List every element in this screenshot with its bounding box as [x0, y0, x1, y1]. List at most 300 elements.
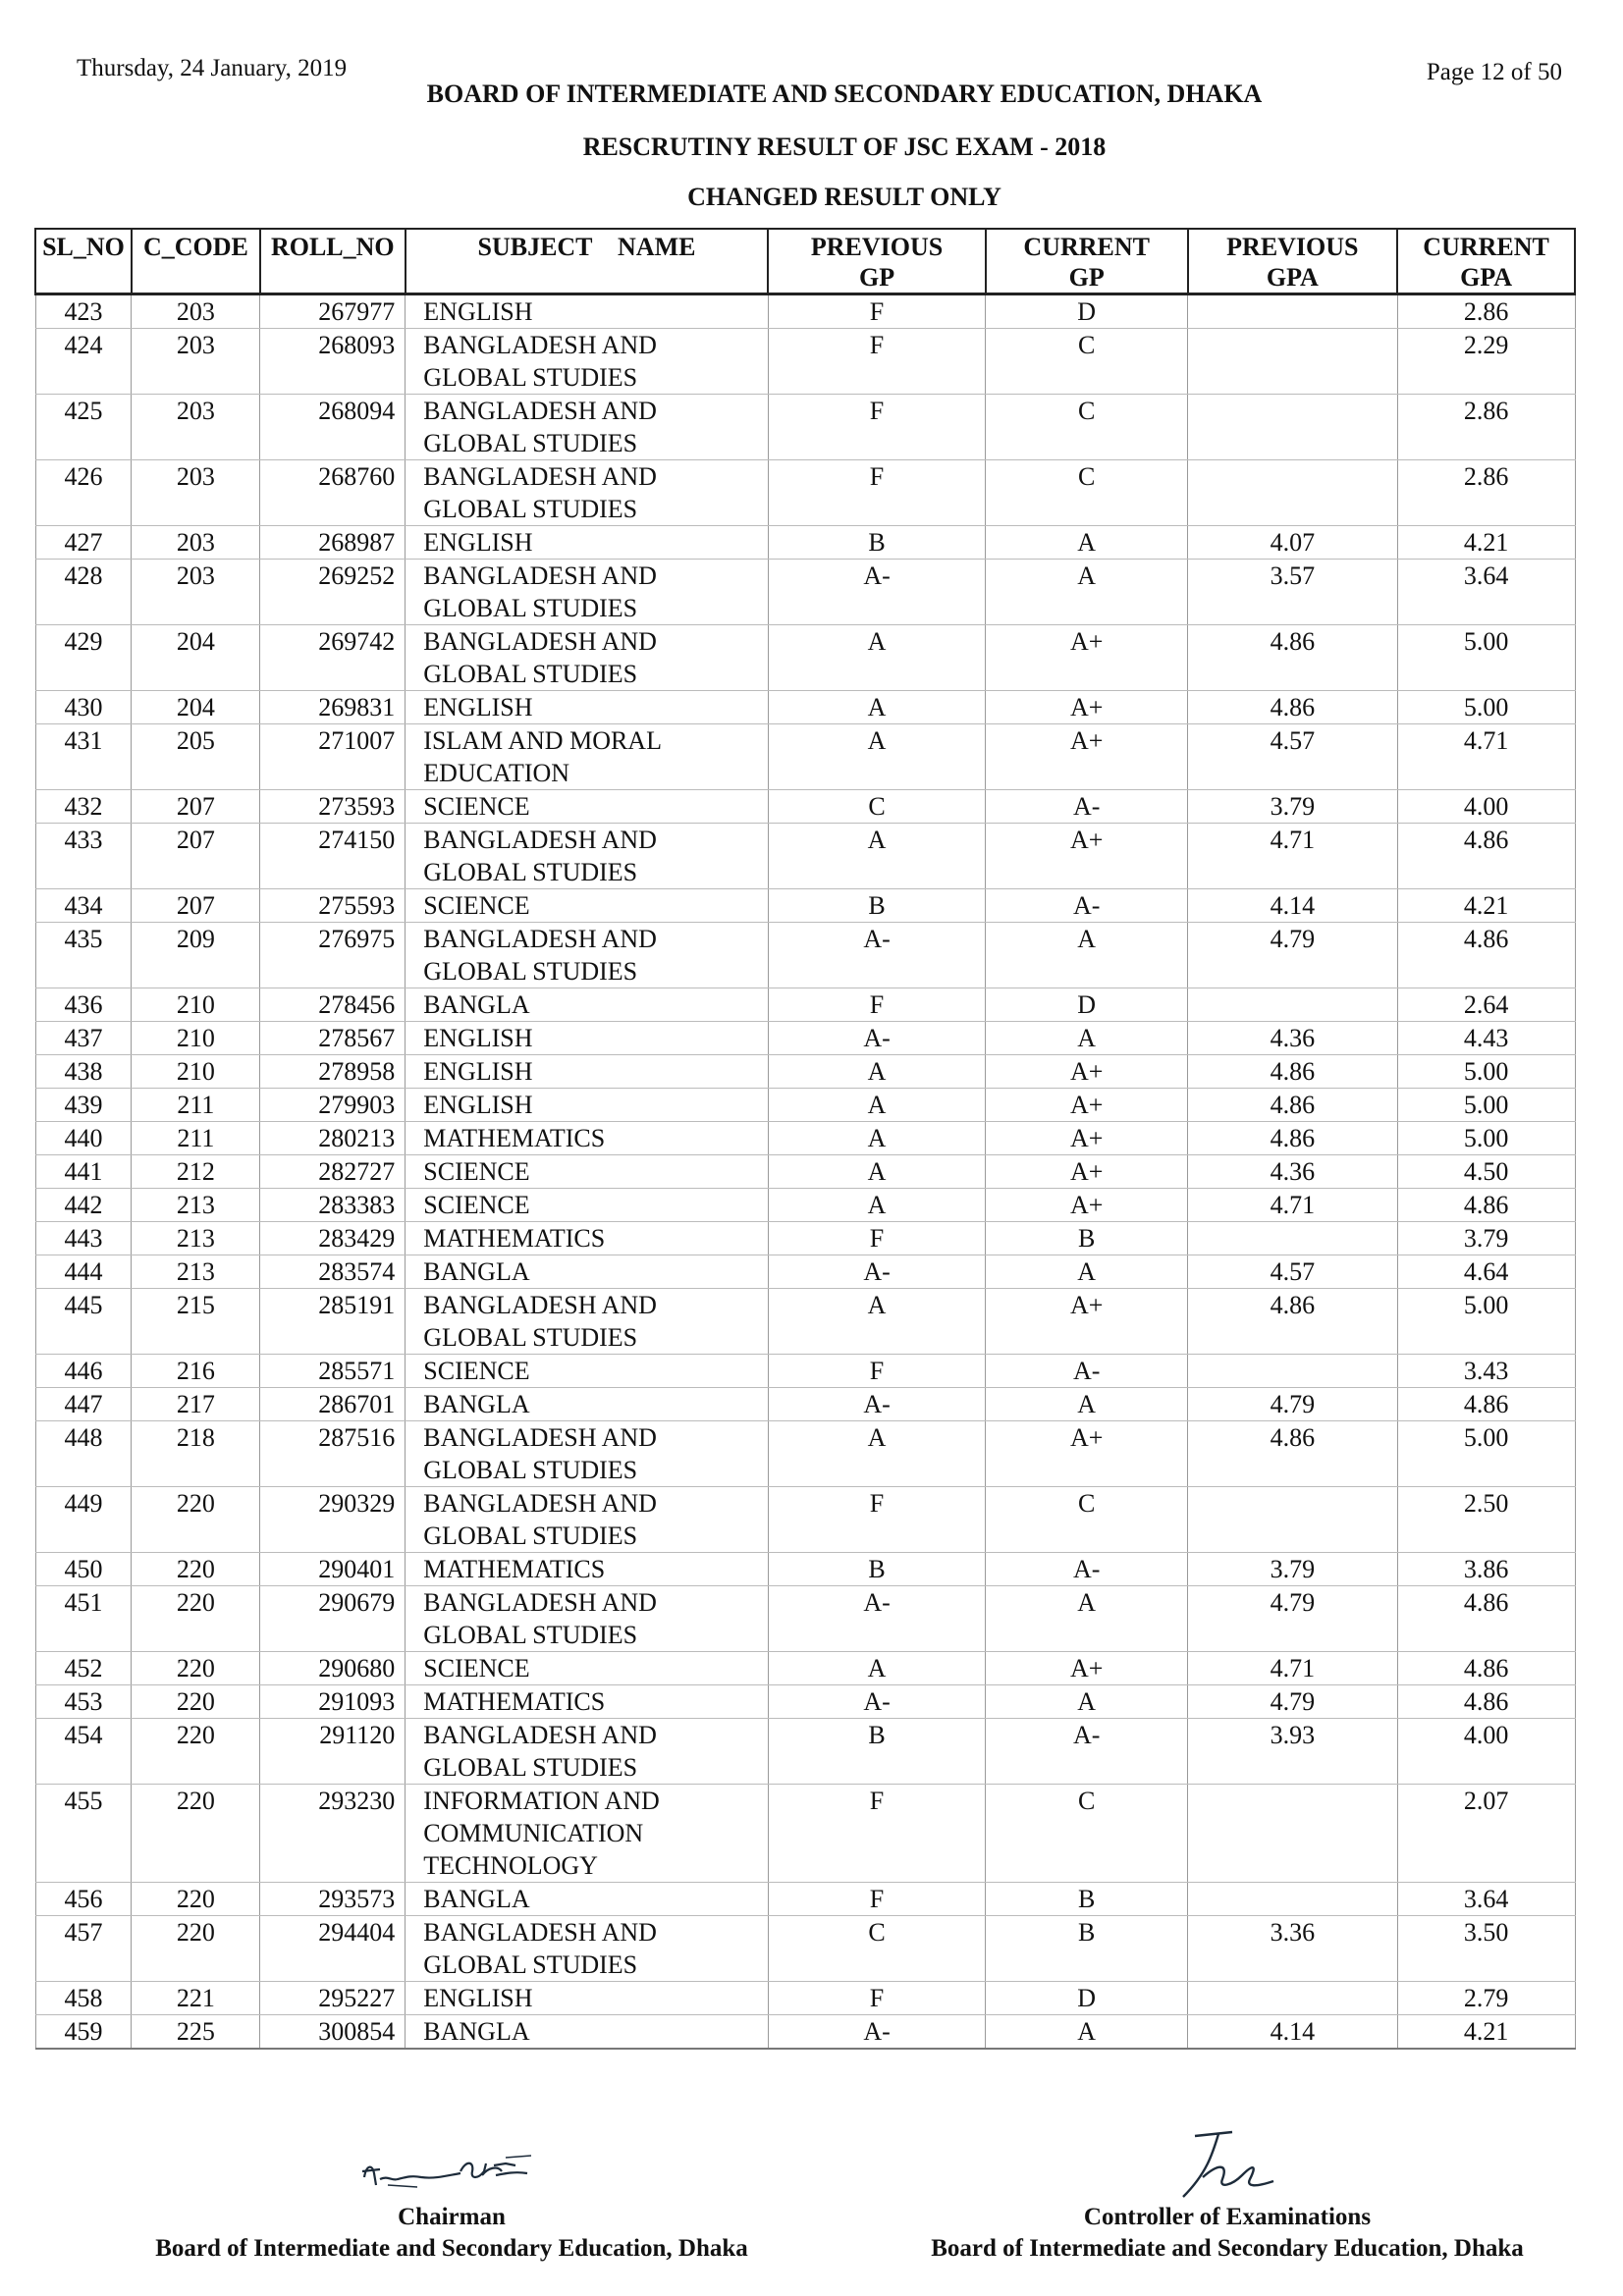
subject-cell [406, 1189, 768, 1222]
chairman-signature [358, 2146, 545, 2199]
table-row [35, 1055, 1575, 1089]
previous-gp-cell: F [768, 460, 986, 526]
subject-cell [406, 560, 768, 625]
current-gpa-cell: 4.86 [1397, 1652, 1575, 1685]
previous-gpa-cell: 4.71 [1188, 1189, 1398, 1222]
board-title: BOARD OF INTERMEDIATE AND SECONDARY EDUCATION, DHAKA [426, 80, 1263, 108]
previous-gpa-cell [1188, 1487, 1398, 1553]
subject-cell [406, 1222, 768, 1255]
subject-line: SCIENCE [423, 1357, 530, 1385]
subject-line: EDUCATION [423, 759, 570, 787]
previous-gpa-cell: 3.57 [1188, 560, 1398, 625]
previous-gp-cell: F [768, 329, 986, 395]
sl-no-cell: 455 [35, 1785, 132, 1883]
subject-cell [406, 1022, 768, 1055]
sl-no-cell: 435 [35, 923, 132, 988]
table-row [35, 294, 1575, 329]
table-row [35, 1089, 1575, 1122]
c-code-cell: 220 [132, 1719, 260, 1785]
subject-line: BANGLADESH AND [423, 1721, 657, 1749]
roll-no-cell: 268093 [260, 329, 406, 395]
current-gpa-cell: 4.00 [1397, 1719, 1575, 1785]
subject-line: GLOBAL STUDIES [423, 1323, 638, 1352]
roll-no-cell: 283574 [260, 1255, 406, 1289]
current-gp-cell: A+ [986, 1421, 1188, 1487]
subject-line: SCIENCE [423, 1191, 530, 1219]
previous-gpa-cell [1188, 1355, 1398, 1388]
controller-signature [1173, 2128, 1291, 2203]
table-body [35, 294, 1575, 2050]
previous-gp-cell: A [768, 1055, 986, 1089]
current-gpa-cell: 2.64 [1397, 988, 1575, 1022]
c-code-cell: 220 [132, 1553, 260, 1586]
current-gpa-cell: 2.79 [1397, 1982, 1575, 2015]
subject-cell [406, 1883, 768, 1916]
c-code-cell: 217 [132, 1388, 260, 1421]
sl-no-cell: 430 [35, 691, 132, 724]
previous-gp-cell: B [768, 1719, 986, 1785]
current-gp-cell: A [986, 923, 1188, 988]
current-gpa-cell: 4.86 [1397, 1189, 1575, 1222]
c-code-cell: 225 [132, 2015, 260, 2050]
sl-no-cell: 423 [35, 294, 132, 329]
sl-no-cell: 453 [35, 1685, 132, 1719]
current-gpa-cell: 2.86 [1397, 395, 1575, 460]
current-gpa-cell: 2.86 [1397, 294, 1575, 329]
current-gp-cell: A [986, 1685, 1188, 1719]
current-gp-cell: A+ [986, 724, 1188, 790]
sl-no-cell: 427 [35, 526, 132, 560]
previous-gpa-cell [1188, 988, 1398, 1022]
sl-no-cell: 458 [35, 1982, 132, 2015]
exam-title: RESCRUTINY RESULT OF JSC EXAM - 2018 [582, 133, 1107, 161]
current-gp-cell: C [986, 1785, 1188, 1883]
subject-cell [406, 724, 768, 790]
previous-gp-cell: B [768, 526, 986, 560]
chairman-organization: Board of Intermediate and Secondary Education, Dhaka [155, 2235, 748, 2262]
previous-gp-cell: A [768, 1289, 986, 1355]
subject-cell [406, 1122, 768, 1155]
sl-no-cell: 459 [35, 2015, 132, 2050]
sl-no-cell: 446 [35, 1355, 132, 1388]
subject-line: ENGLISH [423, 1057, 533, 1086]
previous-gp-cell: A [768, 724, 986, 790]
subject-cell [406, 1487, 768, 1553]
subject-cell [406, 526, 768, 560]
previous-gpa-cell: 4.86 [1188, 1421, 1398, 1487]
sl-no-cell: 424 [35, 329, 132, 395]
current-gpa-cell: 4.86 [1397, 923, 1575, 988]
sl-no-cell: 438 [35, 1055, 132, 1089]
subject-cell [406, 824, 768, 889]
current-gp-cell: A [986, 1255, 1188, 1289]
previous-gpa-cell: 4.79 [1188, 1586, 1398, 1652]
c-code-cell: 221 [132, 1982, 260, 2015]
current-gpa-cell: 4.86 [1397, 824, 1575, 889]
c-code-cell: 210 [132, 988, 260, 1022]
roll-no-cell: 274150 [260, 824, 406, 889]
previous-gpa-cell: 3.79 [1188, 790, 1398, 824]
table-row [35, 1652, 1575, 1685]
table-row [35, 790, 1575, 824]
table-row [35, 988, 1575, 1022]
previous-gp-cell: A [768, 1089, 986, 1122]
subject-cell [406, 460, 768, 526]
roll-no-cell: 279903 [260, 1089, 406, 1122]
current-gpa-cell: 5.00 [1397, 1055, 1575, 1089]
roll-no-cell: 268760 [260, 460, 406, 526]
c-code-cell: 204 [132, 691, 260, 724]
subject-cell [406, 988, 768, 1022]
roll-no-cell: 268094 [260, 395, 406, 460]
previous-gp-cell: F [768, 1785, 986, 1883]
subject-cell [406, 294, 768, 329]
roll-no-cell: 293573 [260, 1883, 406, 1916]
subject-line: GLOBAL STUDIES [423, 594, 638, 622]
roll-no-cell: 295227 [260, 1982, 406, 2015]
roll-no-cell: 286701 [260, 1388, 406, 1421]
table-row [35, 2015, 1575, 2050]
previous-gpa-cell [1188, 1982, 1398, 2015]
col-c-code: C_CODE [132, 229, 260, 294]
previous-gpa-cell: 4.79 [1188, 1388, 1398, 1421]
c-code-cell: 207 [132, 889, 260, 923]
roll-no-cell: 278958 [260, 1055, 406, 1089]
subject-cell [406, 329, 768, 395]
previous-gpa-cell: 3.93 [1188, 1719, 1398, 1785]
previous-gp-cell: F [768, 294, 986, 329]
c-code-cell: 203 [132, 395, 260, 460]
current-gpa-cell: 4.00 [1397, 790, 1575, 824]
sl-no-cell: 432 [35, 790, 132, 824]
sl-no-cell: 447 [35, 1388, 132, 1421]
current-gp-cell: C [986, 329, 1188, 395]
subject-cell [406, 923, 768, 988]
subject-line: BANGLA [423, 1390, 530, 1418]
table-row [35, 1553, 1575, 1586]
col-sl-no: SL_NO [35, 229, 132, 294]
subject-line: BANGLADESH AND [423, 1918, 657, 1947]
c-code-cell: 212 [132, 1155, 260, 1189]
subject-line: BANGLADESH AND [423, 1291, 657, 1319]
sl-no-cell: 433 [35, 824, 132, 889]
subject-line: INFORMATION AND [423, 1787, 660, 1815]
current-gp-cell: A- [986, 1719, 1188, 1785]
previous-gp-cell: A [768, 1652, 986, 1685]
previous-gpa-cell [1188, 395, 1398, 460]
current-gpa-cell: 2.29 [1397, 329, 1575, 395]
subject-line: BANGLADESH AND [423, 462, 657, 491]
roll-no-cell: 291120 [260, 1719, 406, 1785]
previous-gpa-cell: 4.86 [1188, 625, 1398, 691]
subject-cell [406, 790, 768, 824]
current-gpa-cell: 5.00 [1397, 691, 1575, 724]
table-row [35, 1883, 1575, 1916]
table-row [35, 1289, 1575, 1355]
current-gpa-cell: 3.86 [1397, 1553, 1575, 1586]
table-row [35, 1355, 1575, 1388]
roll-no-cell: 268987 [260, 526, 406, 560]
previous-gpa-cell [1188, 1785, 1398, 1883]
current-gp-cell: D [986, 294, 1188, 329]
table-row [35, 1255, 1575, 1289]
current-gpa-cell: 3.43 [1397, 1355, 1575, 1388]
c-code-cell: 207 [132, 790, 260, 824]
table-row [35, 824, 1575, 889]
c-code-cell: 203 [132, 294, 260, 329]
table-row [35, 1586, 1575, 1652]
subject-cell [406, 1652, 768, 1685]
subject-line: BANGLA [423, 2017, 530, 2046]
c-code-cell: 203 [132, 329, 260, 395]
roll-no-cell: 283429 [260, 1222, 406, 1255]
previous-gp-cell: A- [768, 1255, 986, 1289]
roll-no-cell: 269742 [260, 625, 406, 691]
col-subject-name: SUBJECT NAME [406, 229, 768, 294]
subject-line: BANGLA [423, 990, 530, 1019]
table-row [35, 560, 1575, 625]
previous-gpa-cell [1188, 294, 1398, 329]
c-code-cell: 203 [132, 460, 260, 526]
previous-gp-cell: C [768, 1916, 986, 1982]
previous-gp-cell: B [768, 889, 986, 923]
subject-line: GLOBAL STUDIES [423, 1456, 638, 1484]
subject-cell [406, 1388, 768, 1421]
previous-gpa-cell [1188, 460, 1398, 526]
roll-no-cell: 283383 [260, 1189, 406, 1222]
subject-cell [406, 1785, 768, 1883]
current-gp-cell: A- [986, 1355, 1188, 1388]
c-code-cell: 213 [132, 1189, 260, 1222]
current-gp-cell: D [986, 1982, 1188, 2015]
previous-gpa-cell: 4.14 [1188, 2015, 1398, 2050]
current-gp-cell: C [986, 1487, 1188, 1553]
current-gp-cell: A [986, 1022, 1188, 1055]
previous-gpa-cell: 4.86 [1188, 1089, 1398, 1122]
table-row [35, 1189, 1575, 1222]
previous-gp-cell: A [768, 1122, 986, 1155]
c-code-cell: 211 [132, 1122, 260, 1155]
roll-no-cell: 290679 [260, 1586, 406, 1652]
controller-title: Controller of Examinations [1083, 2204, 1372, 2230]
previous-gp-cell: F [768, 1982, 986, 2015]
previous-gp-cell: F [768, 1222, 986, 1255]
c-code-cell: 213 [132, 1222, 260, 1255]
report-date: Thursday, 24 January, 2019 [77, 55, 348, 81]
current-gpa-cell: 3.64 [1397, 1883, 1575, 1916]
current-gp-cell: A+ [986, 824, 1188, 889]
current-gp-cell: D [986, 988, 1188, 1022]
table-row [35, 889, 1575, 923]
c-code-cell: 220 [132, 1487, 260, 1553]
current-gpa-cell: 4.86 [1397, 1586, 1575, 1652]
previous-gp-cell: A [768, 1155, 986, 1189]
subject-cell [406, 1089, 768, 1122]
sl-no-cell: 425 [35, 395, 132, 460]
subject-cell [406, 1916, 768, 1982]
roll-no-cell: 267977 [260, 294, 406, 329]
current-gpa-cell: 5.00 [1397, 1289, 1575, 1355]
current-gpa-cell: 3.79 [1397, 1222, 1575, 1255]
col-current-gp: CURRENT GP [986, 229, 1188, 294]
table-row [35, 1022, 1575, 1055]
roll-no-cell: 278567 [260, 1022, 406, 1055]
previous-gpa-cell [1188, 329, 1398, 395]
previous-gp-cell: A- [768, 560, 986, 625]
sl-no-cell: 452 [35, 1652, 132, 1685]
current-gp-cell: B [986, 1883, 1188, 1916]
previous-gp-cell: F [768, 1487, 986, 1553]
results-table [34, 228, 1576, 2050]
subject-cell [406, 889, 768, 923]
current-gpa-cell: 2.07 [1397, 1785, 1575, 1883]
roll-no-cell: 276975 [260, 923, 406, 988]
subject-line: ENGLISH [423, 1091, 533, 1119]
sl-no-cell: 428 [35, 560, 132, 625]
previous-gp-cell: A [768, 1189, 986, 1222]
current-gp-cell: A- [986, 889, 1188, 923]
c-code-cell: 215 [132, 1289, 260, 1355]
chairman-title: Chairman [398, 2204, 506, 2230]
sl-no-cell: 444 [35, 1255, 132, 1289]
current-gp-cell: A [986, 2015, 1188, 2050]
previous-gpa-cell: 4.36 [1188, 1022, 1398, 1055]
previous-gp-cell: F [768, 1355, 986, 1388]
table-row [35, 395, 1575, 460]
subject-line: ENGLISH [423, 297, 533, 326]
subject-line: GLOBAL STUDIES [423, 363, 638, 392]
current-gp-cell: A [986, 1586, 1188, 1652]
subject-line: ENGLISH [423, 528, 533, 557]
subject-cell [406, 1586, 768, 1652]
c-code-cell: 203 [132, 526, 260, 560]
report-subtitle: CHANGED RESULT ONLY [687, 183, 1001, 211]
current-gp-cell: A+ [986, 1155, 1188, 1189]
subject-line: SCIENCE [423, 1157, 530, 1186]
current-gp-cell: A [986, 1388, 1188, 1421]
roll-no-cell: 280213 [260, 1122, 406, 1155]
previous-gp-cell: B [768, 1553, 986, 1586]
subject-line: BANGLADESH AND [423, 925, 657, 953]
current-gp-cell: A+ [986, 625, 1188, 691]
current-gp-cell: C [986, 460, 1188, 526]
previous-gp-cell: A [768, 625, 986, 691]
sl-no-cell: 436 [35, 988, 132, 1022]
previous-gpa-cell: 4.71 [1188, 1652, 1398, 1685]
subject-line: SCIENCE [423, 1654, 530, 1682]
subject-cell [406, 1355, 768, 1388]
c-code-cell: 220 [132, 1586, 260, 1652]
roll-no-cell: 278456 [260, 988, 406, 1022]
current-gpa-cell: 4.21 [1397, 2015, 1575, 2050]
roll-no-cell: 271007 [260, 724, 406, 790]
subject-line: BANGLADESH AND [423, 627, 657, 656]
subject-line: ENGLISH [423, 1984, 533, 2012]
previous-gpa-cell: 4.71 [1188, 824, 1398, 889]
table-row [35, 1122, 1575, 1155]
roll-no-cell: 285191 [260, 1289, 406, 1355]
current-gpa-cell: 4.71 [1397, 724, 1575, 790]
subject-cell [406, 2015, 768, 2050]
previous-gpa-cell: 4.14 [1188, 889, 1398, 923]
roll-no-cell: 290329 [260, 1487, 406, 1553]
c-code-cell: 213 [132, 1255, 260, 1289]
subject-line: ISLAM AND MORAL [423, 726, 662, 755]
subject-line: BANGLADESH AND [423, 826, 657, 854]
subject-line: SCIENCE [423, 891, 530, 920]
sl-no-cell: 429 [35, 625, 132, 691]
subject-line: MATHEMATICS [423, 1555, 606, 1583]
roll-no-cell: 285571 [260, 1355, 406, 1388]
table-row [35, 460, 1575, 526]
table-row [35, 691, 1575, 724]
sl-no-cell: 450 [35, 1553, 132, 1586]
current-gpa-cell: 4.50 [1397, 1155, 1575, 1189]
previous-gpa-cell: 4.57 [1188, 1255, 1398, 1289]
current-gp-cell: B [986, 1916, 1188, 1982]
subject-cell [406, 691, 768, 724]
c-code-cell: 218 [132, 1421, 260, 1487]
c-code-cell: 204 [132, 625, 260, 691]
subject-cell [406, 1553, 768, 1586]
previous-gp-cell: A- [768, 2015, 986, 2050]
roll-no-cell: 291093 [260, 1685, 406, 1719]
sl-no-cell: 448 [35, 1421, 132, 1487]
current-gp-cell: A+ [986, 1089, 1188, 1122]
subject-line: BANGLADESH AND [423, 561, 657, 590]
subject-cell [406, 1255, 768, 1289]
table-row [35, 1785, 1575, 1883]
subject-line: COMMUNICATION [423, 1819, 644, 1847]
roll-no-cell: 294404 [260, 1916, 406, 1982]
sl-no-cell: 457 [35, 1916, 132, 1982]
sl-no-cell: 437 [35, 1022, 132, 1055]
c-code-cell: 210 [132, 1055, 260, 1089]
subject-line: MATHEMATICS [423, 1687, 606, 1716]
col-current-gpa: CURRENT GPA [1397, 229, 1575, 294]
previous-gp-cell: A- [768, 1685, 986, 1719]
current-gp-cell: A [986, 526, 1188, 560]
previous-gpa-cell: 4.86 [1188, 691, 1398, 724]
current-gp-cell: C [986, 395, 1188, 460]
c-code-cell: 203 [132, 560, 260, 625]
previous-gpa-cell [1188, 1883, 1398, 1916]
subject-line: MATHEMATICS [423, 1224, 606, 1253]
roll-no-cell: 269252 [260, 560, 406, 625]
current-gpa-cell: 2.50 [1397, 1487, 1575, 1553]
subject-line: GLOBAL STUDIES [423, 858, 638, 886]
current-gpa-cell: 4.64 [1397, 1255, 1575, 1289]
sl-no-cell: 445 [35, 1289, 132, 1355]
table-row [35, 1155, 1575, 1189]
table-row [35, 1487, 1575, 1553]
sl-no-cell: 434 [35, 889, 132, 923]
current-gpa-cell: 4.86 [1397, 1388, 1575, 1421]
subject-line: ENGLISH [423, 693, 533, 721]
subject-line: BANGLA [423, 1257, 530, 1286]
roll-no-cell: 273593 [260, 790, 406, 824]
roll-no-cell: 287516 [260, 1421, 406, 1487]
previous-gp-cell: F [768, 1883, 986, 1916]
subject-cell [406, 1719, 768, 1785]
current-gpa-cell: 2.86 [1397, 460, 1575, 526]
controller-organization: Board of Intermediate and Secondary Education, Dhaka [931, 2235, 1524, 2262]
current-gpa-cell: 4.86 [1397, 1685, 1575, 1719]
current-gpa-cell: 4.21 [1397, 526, 1575, 560]
page-number: Page 12 of 50 [1426, 59, 1562, 85]
previous-gp-cell: C [768, 790, 986, 824]
subject-cell [406, 625, 768, 691]
